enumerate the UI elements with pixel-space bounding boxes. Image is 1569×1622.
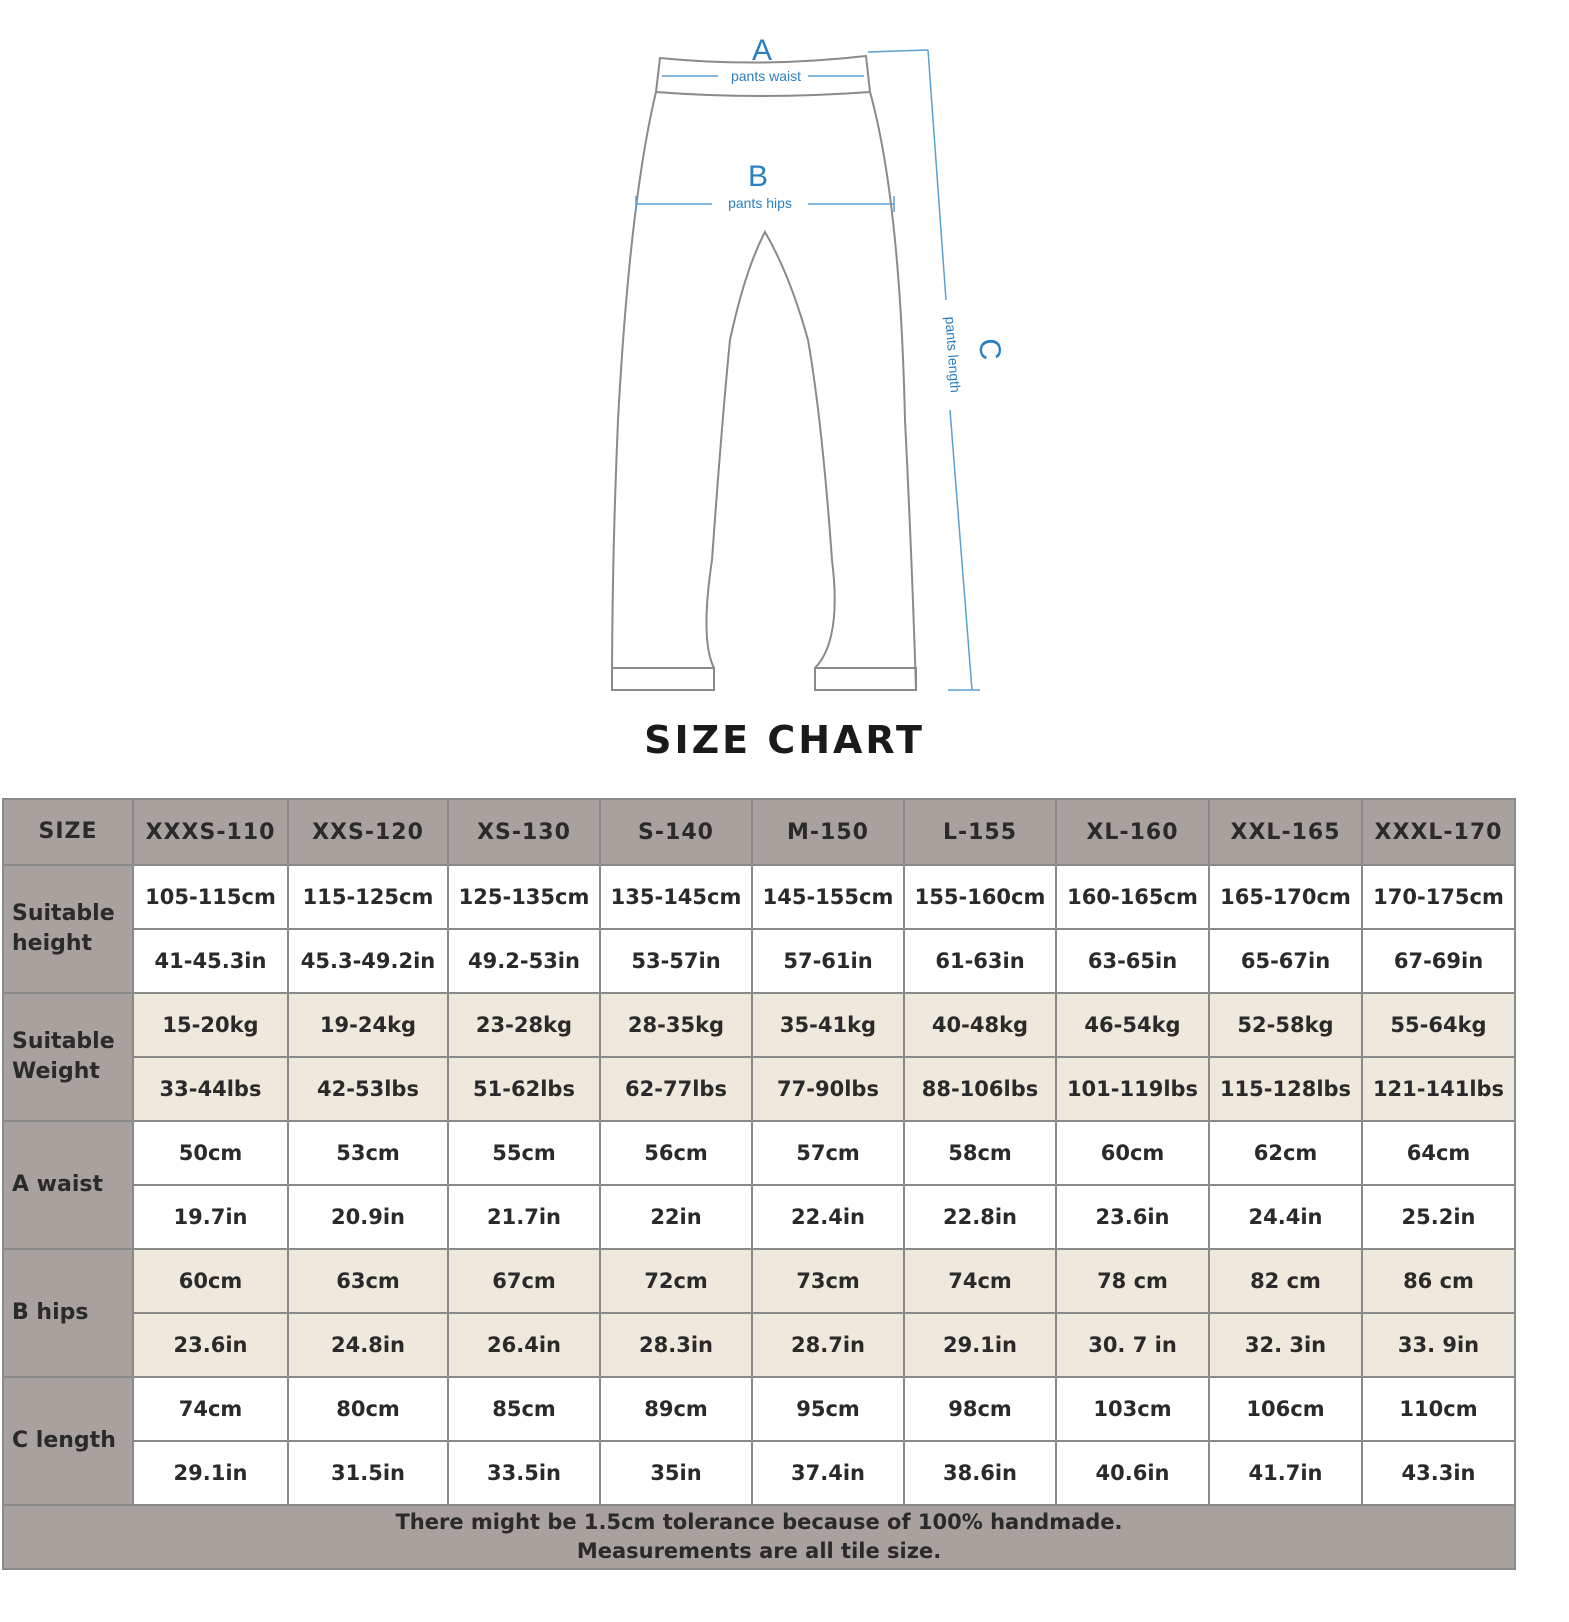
table-cell: 22.4in (752, 1185, 904, 1249)
table-cell: 58cm (904, 1121, 1056, 1185)
table-cell: 26.4in (448, 1313, 600, 1377)
table-cell: 67cm (448, 1249, 600, 1313)
table-cell: 24.8in (288, 1313, 448, 1377)
label-b-caption: pants hips (728, 195, 792, 211)
table-row (3, 1249, 1515, 1313)
table-cell: 37.4in (752, 1441, 904, 1505)
table-cell: 64cm (1362, 1121, 1515, 1185)
table-cell: 15-20kg (133, 993, 288, 1057)
table-cell: 89cm (600, 1377, 752, 1441)
size-chart (2, 798, 1514, 1570)
table-cell: 63cm (288, 1249, 448, 1313)
size-header-row (3, 799, 1515, 865)
table-cell: 24.4in (1209, 1185, 1362, 1249)
table-cell: 42-53lbs (288, 1057, 448, 1121)
size-header-cell: XXXL-170 (1362, 799, 1515, 865)
table-cell: 65-67in (1209, 929, 1362, 993)
table-cell: 31.5in (288, 1441, 448, 1505)
table-cell: 115-128lbs (1209, 1057, 1362, 1121)
table-row (3, 1057, 1515, 1121)
table-cell: 86 cm (1362, 1249, 1515, 1313)
table-cell: 63-65in (1056, 929, 1209, 993)
pants-measurement-diagram (0, 0, 1569, 700)
table-cell: 57cm (752, 1121, 904, 1185)
tolerance-note (3, 1505, 1515, 1569)
table-cell: 51-62lbs (448, 1057, 600, 1121)
label-c-caption: pants length (942, 316, 964, 394)
table-row (3, 1185, 1515, 1249)
table-cell: 45.3-49.2in (288, 929, 448, 993)
table-cell: 105-115cm (133, 865, 288, 929)
table-cell: 52-58kg (1209, 993, 1362, 1057)
table-cell: 57-61in (752, 929, 904, 993)
table-cell: 80cm (288, 1377, 448, 1441)
table-row (3, 1121, 1515, 1185)
table-cell: 77-90lbs (752, 1057, 904, 1121)
size-chart-title: SIZE CHART (644, 718, 925, 762)
table-cell: 33-44lbs (133, 1057, 288, 1121)
table-cell: 135-145cm (600, 865, 752, 929)
pants-outline (612, 56, 916, 690)
label-c: C (972, 337, 1007, 362)
table-cell: 60cm (133, 1249, 288, 1313)
table-cell: 110cm (1362, 1377, 1515, 1441)
table-cell: 40.6in (1056, 1441, 1209, 1505)
table-cell: 74cm (133, 1377, 288, 1441)
table-cell: 125-135cm (448, 865, 600, 929)
size-header-cell: L-155 (904, 799, 1056, 865)
table-cell: 32. 3in (1209, 1313, 1362, 1377)
table-row (3, 929, 1515, 993)
table-cell: 29.1in (133, 1441, 288, 1505)
size-header-cell: XXL-165 (1209, 799, 1362, 865)
table-cell: 170-175cm (1362, 865, 1515, 929)
table-cell: 60cm (1056, 1121, 1209, 1185)
table-cell: 155-160cm (904, 865, 1056, 929)
table-cell: 95cm (752, 1377, 904, 1441)
label-a-caption: pants waist (730, 68, 802, 84)
table-cell: 35in (600, 1441, 752, 1505)
size-header-cell: M-150 (752, 799, 904, 865)
row-group-label: C length (3, 1377, 133, 1505)
table-cell: 103cm (1056, 1377, 1209, 1441)
table-cell: 62cm (1209, 1121, 1362, 1185)
table-cell: 82 cm (1209, 1249, 1362, 1313)
row-group-label: Suitable Weight (3, 993, 133, 1121)
table-cell: 85cm (448, 1377, 600, 1441)
label-a: A (751, 34, 773, 67)
table-cell: 160-165cm (1056, 865, 1209, 929)
table-cell: 98cm (904, 1377, 1056, 1441)
size-header-cell: XS-130 (448, 799, 600, 865)
table-cell: 55-64kg (1362, 993, 1515, 1057)
table-cell: 88-106lbs (904, 1057, 1056, 1121)
table-cell: 67-69in (1362, 929, 1515, 993)
table-cell: 46-54kg (1056, 993, 1209, 1057)
table-cell: 30. 7 in (1056, 1313, 1209, 1377)
table-cell: 121-141lbs (1362, 1057, 1515, 1121)
table-cell: 165-170cm (1209, 865, 1362, 929)
table-cell: 74cm (904, 1249, 1056, 1313)
table-cell: 28.7in (752, 1313, 904, 1377)
table-row (3, 1441, 1515, 1505)
table-cell: 78 cm (1056, 1249, 1209, 1313)
table-cell: 33.5in (448, 1441, 600, 1505)
table-cell: 41-45.3in (133, 929, 288, 993)
table-cell: 43.3in (1362, 1441, 1515, 1505)
table-cell: 19.7in (133, 1185, 288, 1249)
table-row (3, 865, 1515, 929)
note-row (3, 1505, 1515, 1569)
table-cell: 19-24kg (288, 993, 448, 1057)
table-cell: 50cm (133, 1121, 288, 1185)
size-header-cell: XXS-120 (288, 799, 448, 865)
table-cell: 23.6in (1056, 1185, 1209, 1249)
table-cell: 25.2in (1362, 1185, 1515, 1249)
size-header-cell: XL-160 (1056, 799, 1209, 865)
table-row (3, 1377, 1515, 1441)
note-line-1: There might be 1.5cm tolerance because of 100% handmade. (395, 1510, 1123, 1534)
table-row (3, 993, 1515, 1057)
table-cell: 145-155cm (752, 865, 904, 929)
table-row (3, 1313, 1515, 1377)
table-cell: 35-41kg (752, 993, 904, 1057)
table-cell: 28.3in (600, 1313, 752, 1377)
table-cell: 53-57in (600, 929, 752, 993)
table-cell: 23-28kg (448, 993, 600, 1057)
table-cell: 23.6in (133, 1313, 288, 1377)
row-group-label: Suitable height (3, 865, 133, 993)
table-cell: 40-48kg (904, 993, 1056, 1057)
size-table (2, 798, 1516, 1570)
table-cell: 115-125cm (288, 865, 448, 929)
note-line-2: Measurements are all tile size. (576, 1539, 942, 1563)
measurement-lines (636, 50, 980, 690)
table-cell: 55cm (448, 1121, 600, 1185)
table-cell: 56cm (600, 1121, 752, 1185)
table-cell: 22in (600, 1185, 752, 1249)
table-cell: 101-119lbs (1056, 1057, 1209, 1121)
table-cell: 38.6in (904, 1441, 1056, 1505)
table-cell: 21.7in (448, 1185, 600, 1249)
table-cell: 33. 9in (1362, 1313, 1515, 1377)
row-group-label: B hips (3, 1249, 133, 1377)
table-cell: 72cm (600, 1249, 752, 1313)
size-header-cell: S-140 (600, 799, 752, 865)
table-cell: 28-35kg (600, 993, 752, 1057)
table-cell: 29.1in (904, 1313, 1056, 1377)
label-b: B (747, 160, 769, 193)
row-group-label: A waist (3, 1121, 133, 1249)
table-cell: 106cm (1209, 1377, 1362, 1441)
table-cell: 49.2-53in (448, 929, 600, 993)
table-cell: 53cm (288, 1121, 448, 1185)
table-cell: 61-63in (904, 929, 1056, 993)
size-header-label: SIZE (3, 799, 133, 865)
table-cell: 41.7in (1209, 1441, 1362, 1505)
size-header-cell: XXXS-110 (133, 799, 288, 865)
table-cell: 62-77lbs (600, 1057, 752, 1121)
table-cell: 73cm (752, 1249, 904, 1313)
table-cell: 20.9in (288, 1185, 448, 1249)
table-cell: 22.8in (904, 1185, 1056, 1249)
